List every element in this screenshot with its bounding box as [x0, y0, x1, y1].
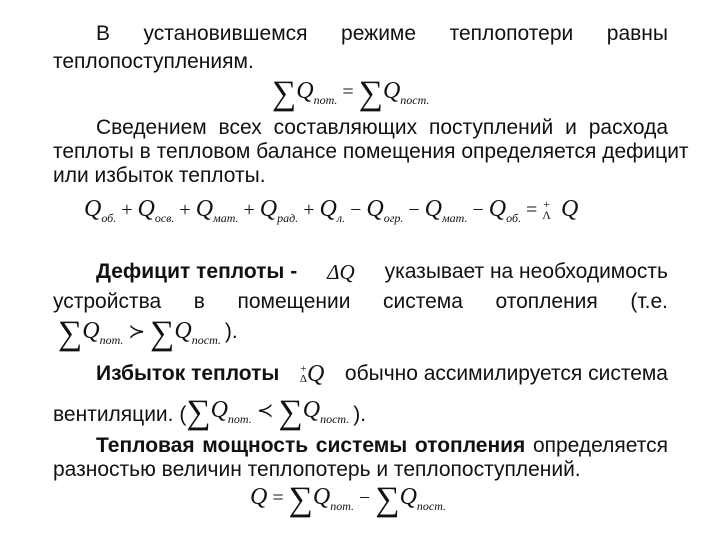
paragraph-2-line-1: Сведением всех составляющих поступлений и расхода [96, 116, 668, 139]
formula-deficit-condition: $\sum Q_{пот.}$ ≻ $\sum Q_{пост.}$ ). [58, 315, 238, 352]
paragraph-4-line-2: вентиляции. ( $\sum Q_{пот.}$ ≺ $\sum Q_{пост.}$ ). [53, 394, 367, 431]
word: В [96, 22, 111, 45]
word: равны [606, 22, 668, 45]
paragraph-2-line-3: или избыток теплоты. [53, 164, 266, 187]
paragraph-2-line-2: теплоты в тепловом балансе помещения определяется дефицит [53, 140, 689, 163]
formula-balance-sum: $Q_{об.} + Q_{осв.} + Q_{мат.} + Q_{рад.} + Q_{л.} - Q_{огр.} - Q_{мат.} - Q_{об.}$ = + Λ Q [84, 196, 579, 225]
word: установившемся [143, 22, 308, 45]
term-deficit: Дефицит теплоты - [96, 260, 298, 283]
word: режиме [341, 22, 417, 45]
word: теплопотери [449, 22, 574, 45]
surplus-symbol: + Δ Q [299, 361, 325, 387]
paragraph-3-line-2: устройства в помещении система отопления (т.е. [53, 290, 668, 313]
delta-q: ΔQ [327, 260, 355, 284]
paragraph-5-line-2: разностью величин теплопотерь и теплопоступлений. [53, 458, 581, 481]
term-heating-power: Тепловая мощность системы отопления [96, 434, 526, 457]
paragraph-4-line-1: Избыток теплоты + Δ Q обычно ассимилируется система [96, 361, 668, 387]
paragraph-1-line-2: теплопоступлениям. [53, 50, 254, 73]
term-surplus: Избыток теплоты [96, 362, 280, 385]
paragraph-3-line-1: Дефицит теплоты - ΔQ указывает на необходимость [96, 260, 668, 284]
paragraph-1-line-1 [96, 22, 668, 46]
paragraph-5-line-1: Тепловая мощность системы отопления определяется [96, 434, 668, 457]
formula-heat-balance: $\sum Q_{пот.} = \sum Q_{пост.}$ [272, 75, 430, 112]
formula-surplus-condition: $\sum Q_{пот.}$ ≺ $\sum Q_{пост.}$ [186, 394, 350, 431]
plus-minus-delta: + Λ [542, 197, 551, 223]
formula-heating-power: $Q = \sum Q_{пот.} - \sum Q_{пост.}$ [250, 481, 447, 518]
